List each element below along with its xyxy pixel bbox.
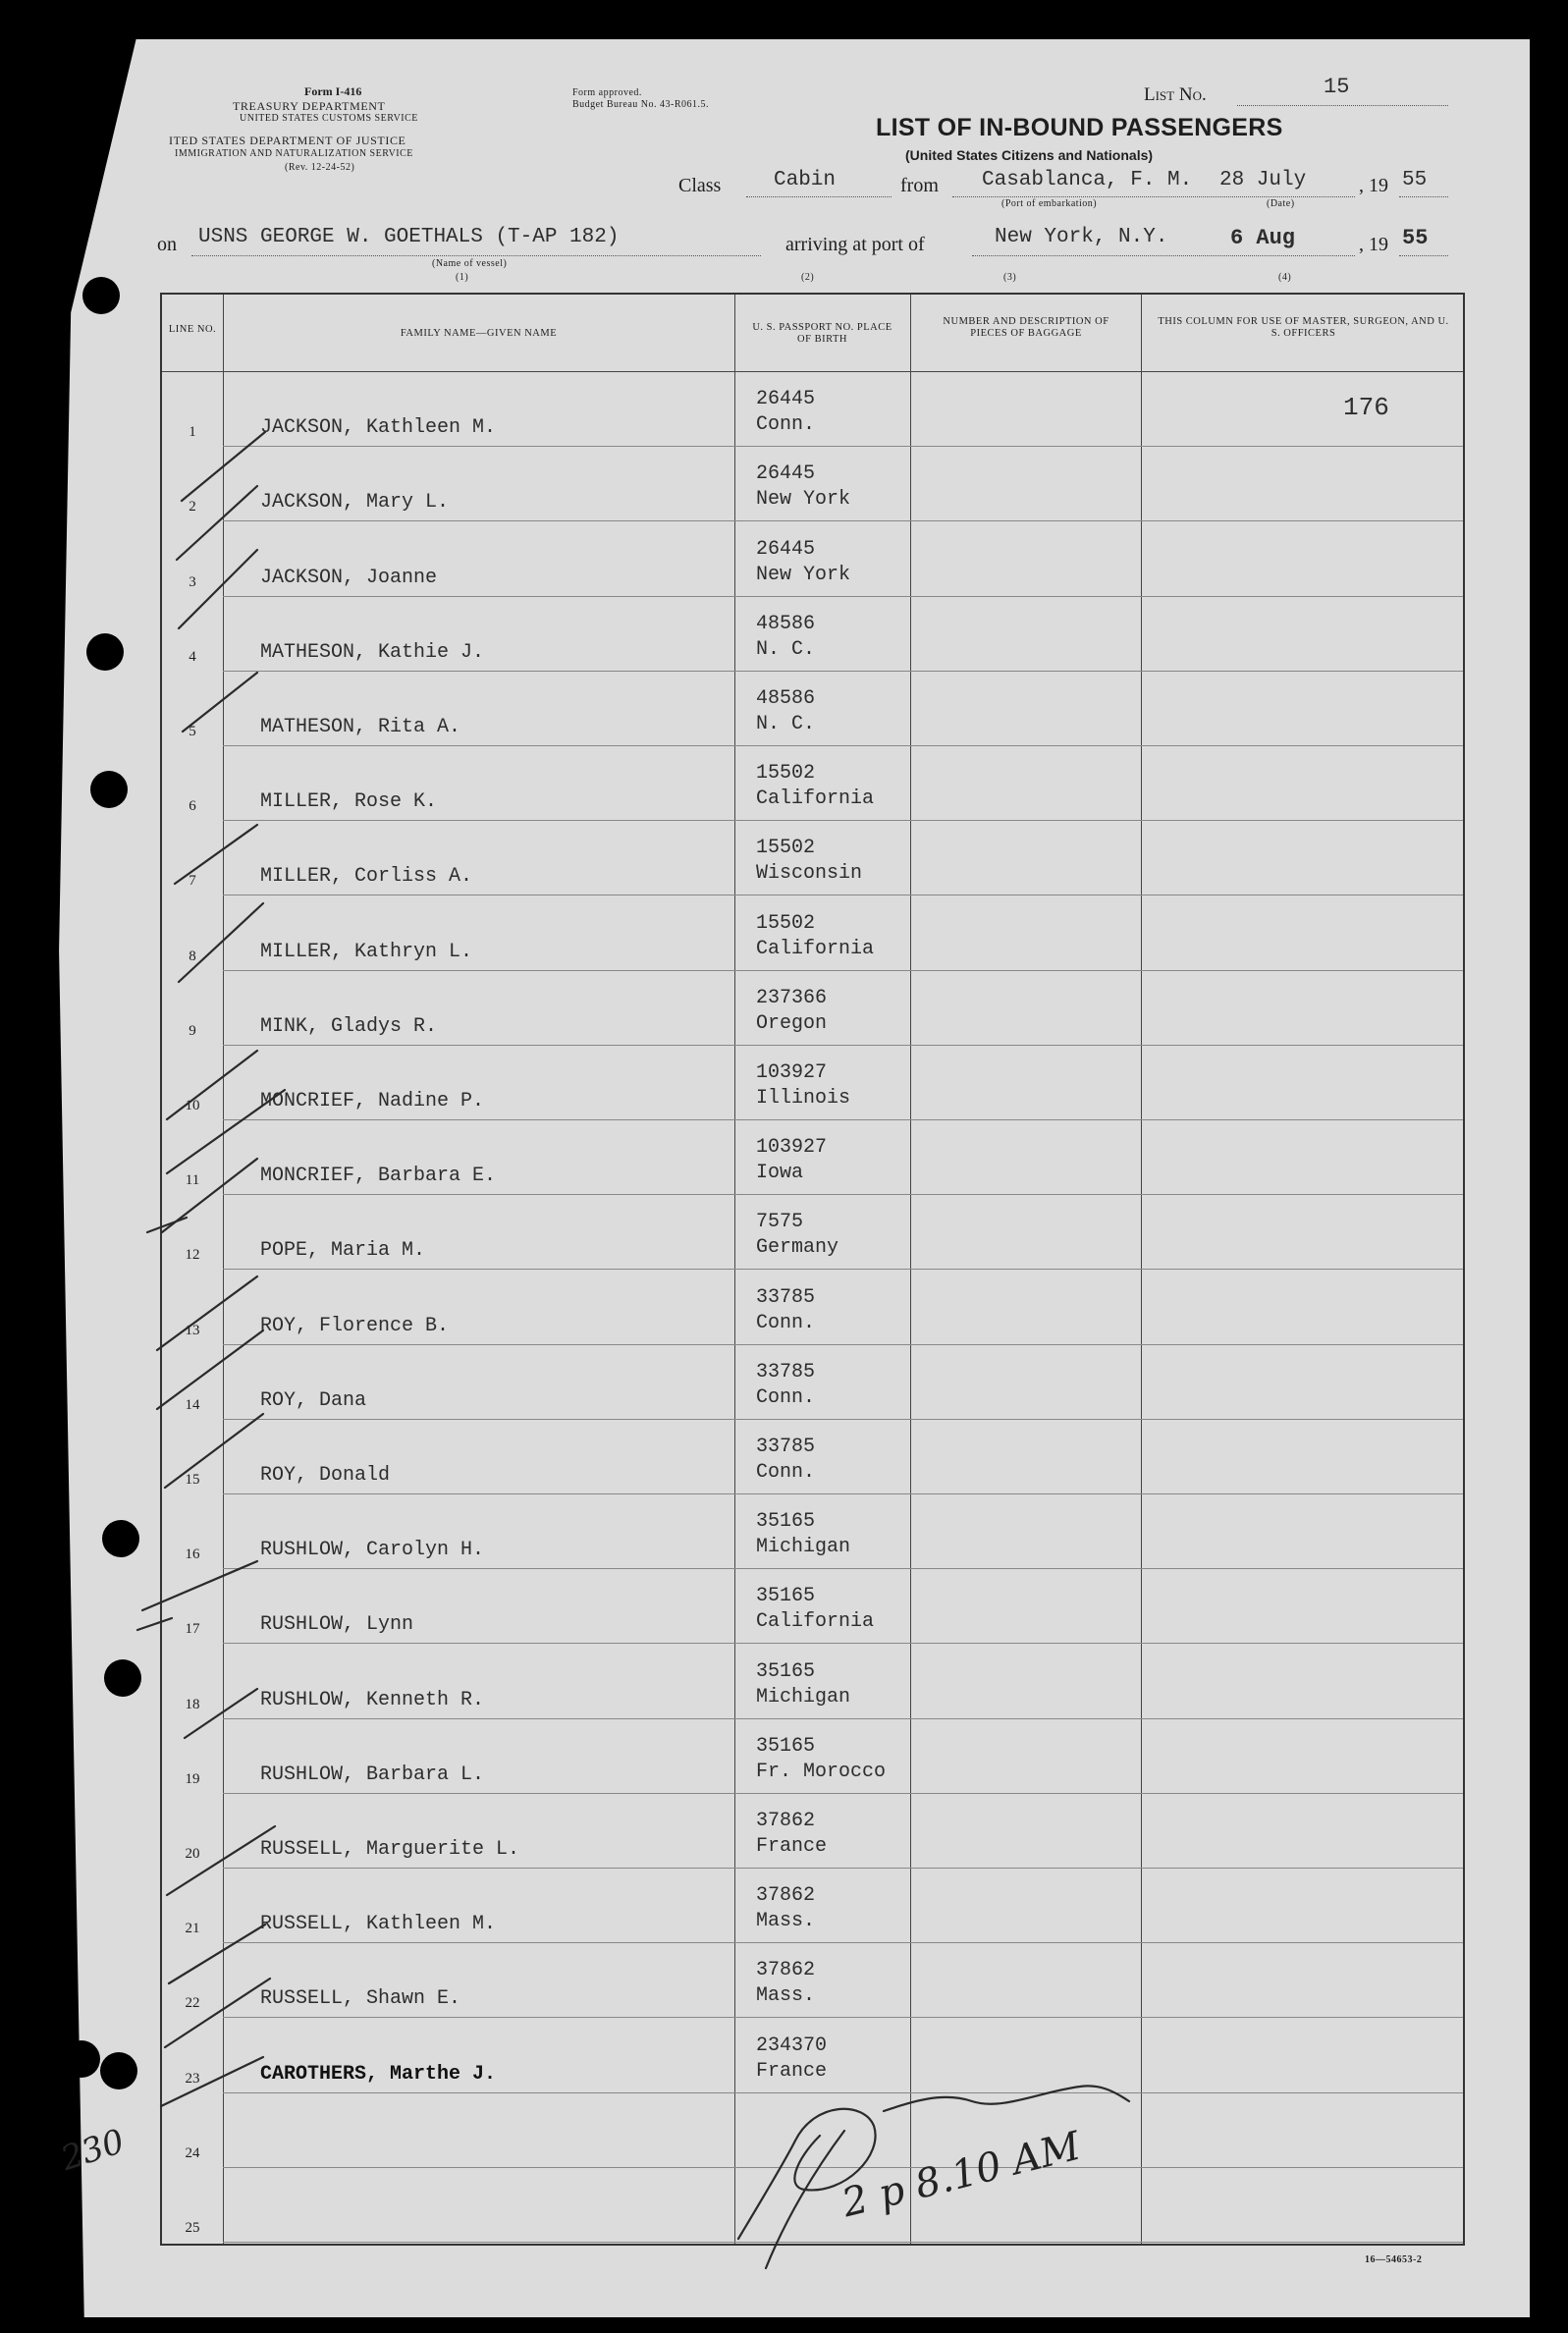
passport-number: 35165 bbox=[756, 1734, 816, 1758]
row-divider bbox=[223, 520, 1463, 521]
header-officers: THIS COLUMN FOR USE OF MASTER, SURGEON, AND U. S. OFFICERS bbox=[1158, 316, 1449, 339]
row-divider bbox=[223, 1718, 1463, 1719]
passenger-name: MONCRIEF, Nadine P. bbox=[260, 1090, 485, 1112]
passport-cell bbox=[756, 1883, 815, 1934]
place-of-birth: Conn. bbox=[756, 1311, 816, 1334]
row-divider bbox=[223, 446, 1463, 447]
document-subtitle: (United States Citizens and Nationals) bbox=[905, 147, 1154, 163]
place-of-birth: France bbox=[756, 2059, 828, 2083]
row-divider bbox=[223, 1344, 1463, 1345]
line-number: 8 bbox=[189, 948, 196, 964]
place-of-birth: France bbox=[756, 1835, 828, 1858]
passport-number: 48586 bbox=[756, 687, 816, 710]
passenger-name: MATHESON, Kathie J. bbox=[260, 640, 485, 664]
passport-number: 35165 bbox=[756, 1659, 816, 1683]
immigration-service: IMMIGRATION AND NATURALIZATION SERVICE bbox=[175, 148, 413, 159]
passenger-name: ROY, Dana bbox=[260, 1388, 367, 1412]
place-of-birth: N. C. bbox=[756, 713, 816, 735]
row-divider bbox=[223, 2167, 1463, 2168]
row-divider bbox=[223, 1942, 1463, 1943]
place-of-birth: New York bbox=[756, 563, 851, 586]
passenger-name: RUSSELL, Kathleen M. bbox=[260, 1913, 497, 1936]
row-divider bbox=[223, 1119, 1463, 1120]
column-ref-4: (4) bbox=[1278, 272, 1292, 283]
line-number: 15 bbox=[185, 1472, 200, 1488]
row-divider bbox=[223, 1643, 1463, 1644]
passenger-name: MONCRIEF, Barbara E. bbox=[260, 1165, 497, 1188]
passport-cell bbox=[756, 461, 850, 513]
line-number: 9 bbox=[189, 1022, 196, 1039]
arrival-date: 6 Aug bbox=[1230, 226, 1296, 250]
passport-number: 15502 bbox=[756, 837, 816, 860]
row-divider bbox=[223, 745, 1463, 746]
place-of-birth: Conn. bbox=[756, 1461, 816, 1484]
punch-hole bbox=[102, 1520, 139, 1557]
passenger-name: MINK, Gladys R. bbox=[260, 1014, 438, 1038]
row-divider bbox=[223, 1868, 1463, 1869]
passenger-name: MILLER, Rose K. bbox=[260, 790, 438, 814]
passenger-name: RUSHLOW, Lynn bbox=[260, 1613, 414, 1637]
treasury-department: TREASURY DEPARTMENT bbox=[233, 99, 386, 113]
arrival-year: 55 bbox=[1402, 226, 1429, 250]
passport-cell bbox=[756, 761, 874, 812]
embark-year-prefix: , 19 bbox=[1359, 175, 1388, 196]
passport-cell bbox=[756, 911, 874, 962]
date-caption: (Date) bbox=[1267, 198, 1295, 209]
passport-cell bbox=[756, 1210, 838, 1261]
line-number: 18 bbox=[185, 1696, 200, 1712]
passport-number: 37862 bbox=[756, 1810, 816, 1832]
row-divider bbox=[223, 1568, 1463, 1569]
column-ref-1: (1) bbox=[456, 272, 469, 283]
class-value: Cabin bbox=[774, 169, 837, 191]
passport-cell bbox=[756, 1135, 827, 1186]
line-number: 22 bbox=[185, 1995, 200, 2012]
passport-number: 33785 bbox=[756, 1436, 816, 1458]
place-of-birth: Conn. bbox=[756, 413, 816, 437]
line-number: 1 bbox=[189, 424, 196, 441]
header-name: FAMILY NAME—GIVEN NAME bbox=[400, 328, 558, 339]
row-divider bbox=[223, 2242, 1463, 2243]
passport-cell bbox=[756, 1060, 850, 1112]
customs-service: UNITED STATES CUSTOMS SERVICE bbox=[240, 113, 418, 124]
line-number: 20 bbox=[185, 1846, 200, 1862]
line-number: 23 bbox=[185, 2070, 200, 2087]
place-of-birth: California bbox=[756, 1610, 875, 1634]
place-of-birth: Fr. Morocco bbox=[756, 1760, 887, 1783]
place-of-birth: Wisconsin bbox=[756, 862, 863, 886]
passport-cell bbox=[756, 1958, 815, 2009]
place-of-birth: California bbox=[756, 937, 875, 960]
punch-hole bbox=[90, 771, 128, 808]
passport-cell bbox=[756, 387, 815, 438]
officer-note: 176 bbox=[1343, 393, 1389, 422]
passport-cell bbox=[756, 612, 815, 663]
punch-hole bbox=[104, 1659, 141, 1697]
passport-cell bbox=[756, 1285, 815, 1336]
passenger-name: MILLER, Corliss A. bbox=[260, 865, 473, 889]
footer-code: 16—54653-2 bbox=[1365, 2254, 1423, 2265]
passenger-name: RUSHLOW, Kenneth R. bbox=[260, 1688, 485, 1711]
passport-number: 15502 bbox=[756, 762, 816, 786]
line-number: 6 bbox=[189, 798, 196, 815]
on-label: on bbox=[157, 234, 177, 255]
embark-port: Casablanca, F. M. bbox=[982, 169, 1193, 191]
line-number: 25 bbox=[185, 2220, 200, 2236]
passenger-name: CAROTHERS, Marthe J. bbox=[260, 2062, 497, 2086]
from-label: from bbox=[900, 175, 939, 196]
place-of-birth: Germany bbox=[756, 1236, 839, 1260]
passport-cell bbox=[756, 1509, 850, 1560]
passenger-name: JACKSON, Joanne bbox=[260, 566, 438, 589]
form-number: Form I-416 bbox=[304, 84, 362, 98]
passport-number: 26445 bbox=[756, 537, 816, 561]
passport-cell bbox=[756, 986, 827, 1037]
passenger-name: POPE, Maria M. bbox=[260, 1239, 426, 1263]
header-line-no: LINE NO. bbox=[168, 324, 217, 335]
justice-department: ITED STATES DEPARTMENT OF JUSTICE bbox=[169, 134, 406, 147]
class-label: Class bbox=[678, 175, 722, 196]
place-of-birth: Iowa bbox=[756, 1162, 804, 1185]
row-divider bbox=[223, 2017, 1463, 2018]
passenger-table bbox=[160, 293, 1465, 2246]
row-divider bbox=[223, 1793, 1463, 1794]
line-number: 14 bbox=[185, 1396, 200, 1413]
line-number: 4 bbox=[189, 648, 196, 665]
signature-time-note: 2 p 8.10 AM bbox=[838, 2123, 1085, 2227]
passenger-name: RUSSELL, Shawn E. bbox=[260, 1987, 461, 2011]
row-divider bbox=[223, 2092, 1463, 2093]
passport-number: 37862 bbox=[756, 1884, 816, 1908]
passenger-name: RUSHLOW, Carolyn H. bbox=[260, 1539, 485, 1562]
place-of-birth: New York bbox=[756, 488, 851, 512]
passport-cell bbox=[756, 2034, 827, 2085]
row-divider bbox=[223, 1269, 1463, 1270]
passenger-name: RUSHLOW, Barbara L. bbox=[260, 1763, 485, 1786]
place-of-birth: Conn. bbox=[756, 1385, 816, 1409]
passport-number: 35165 bbox=[756, 1510, 816, 1534]
embark-year: 55 bbox=[1402, 169, 1428, 191]
line-number: 2 bbox=[189, 499, 196, 515]
list-no-label: List No. bbox=[1144, 84, 1207, 105]
column-ref-2: (2) bbox=[801, 272, 815, 283]
passport-cell bbox=[756, 1734, 886, 1785]
arriving-label: arriving at port of bbox=[785, 234, 925, 255]
row-divider bbox=[223, 820, 1463, 821]
passport-number: 48586 bbox=[756, 612, 816, 635]
passport-cell bbox=[756, 1584, 874, 1635]
column-ref-3: (3) bbox=[1003, 272, 1017, 283]
list-no-value: 15 bbox=[1324, 75, 1350, 99]
place-of-birth: Michigan bbox=[756, 1685, 851, 1709]
passenger-name: ROY, Donald bbox=[260, 1464, 391, 1487]
passport-number: 33785 bbox=[756, 1360, 816, 1384]
place-of-birth: Michigan bbox=[756, 1536, 851, 1559]
passport-number: 37862 bbox=[756, 1959, 816, 1982]
row-divider bbox=[223, 671, 1463, 672]
passport-number: 33785 bbox=[756, 1285, 816, 1309]
row-divider bbox=[223, 1419, 1463, 1420]
line-number: 16 bbox=[185, 1546, 200, 1563]
margin-handwritten-note: 230 bbox=[56, 2121, 130, 2180]
line-number: 10 bbox=[185, 1098, 200, 1113]
place-of-birth: Mass. bbox=[756, 1984, 816, 2008]
passport-number: 15502 bbox=[756, 911, 816, 935]
place-of-birth: Illinois bbox=[756, 1087, 851, 1110]
line-number: 12 bbox=[185, 1247, 200, 1264]
passport-number: 26445 bbox=[756, 462, 816, 486]
row-divider bbox=[223, 970, 1463, 971]
passport-number: 234370 bbox=[756, 2034, 828, 2057]
line-number: 13 bbox=[185, 1322, 200, 1338]
line-number: 5 bbox=[189, 724, 196, 739]
passenger-name: MATHESON, Rita A. bbox=[260, 716, 461, 738]
line-number: 17 bbox=[185, 1621, 200, 1638]
row-divider bbox=[223, 596, 1463, 597]
passenger-name: JACKSON, Kathleen M. bbox=[260, 416, 497, 440]
passport-number: 35165 bbox=[756, 1585, 816, 1608]
row-divider bbox=[223, 1493, 1463, 1494]
arrival-port: New York, N.Y. bbox=[995, 226, 1168, 248]
passport-cell bbox=[756, 1659, 850, 1710]
place-of-birth: N. C. bbox=[756, 637, 816, 661]
punch-hole bbox=[100, 2052, 137, 2089]
passport-number: 237366 bbox=[756, 986, 828, 1009]
passport-cell bbox=[756, 1809, 827, 1860]
line-number: 21 bbox=[185, 1921, 200, 1937]
vessel-name: USNS GEORGE W. GOETHALS (T-AP 182) bbox=[198, 226, 620, 248]
line-number: 19 bbox=[185, 1770, 200, 1787]
passenger-name: JACKSON, Mary L. bbox=[260, 491, 450, 515]
passenger-name: ROY, Florence B. bbox=[260, 1314, 450, 1337]
punch-hole bbox=[86, 633, 124, 671]
vessel-caption: (Name of vessel) bbox=[432, 258, 508, 269]
header-baggage: NUMBER AND DESCRIPTION OF PIECES OF BAGGAGE bbox=[943, 316, 1109, 339]
line-number: 24 bbox=[185, 2144, 200, 2161]
place-of-birth: Oregon bbox=[756, 1011, 828, 1035]
embark-date: 28 July bbox=[1219, 169, 1307, 191]
document-title: LIST OF IN-BOUND PASSENGERS bbox=[876, 114, 1283, 141]
passport-number: 7575 bbox=[756, 1211, 804, 1234]
row-divider bbox=[223, 1045, 1463, 1046]
passport-cell bbox=[756, 686, 815, 737]
place-of-birth: Mass. bbox=[756, 1910, 816, 1933]
header-passport: U. S. PASSPORT NO. PLACE OF BIRTH bbox=[752, 322, 892, 345]
port-embarkation-caption: (Port of embarkation) bbox=[1001, 198, 1098, 209]
place-of-birth: California bbox=[756, 787, 875, 811]
form-approved: Form approved. bbox=[572, 87, 642, 98]
form-revision: (Rev. 12-24-52) bbox=[285, 162, 355, 173]
punch-hole bbox=[63, 2040, 100, 2078]
passport-cell bbox=[756, 1360, 815, 1411]
line-number: 11 bbox=[185, 1172, 200, 1189]
budget-bureau: Budget Bureau No. 43-R061.5. bbox=[572, 99, 709, 110]
line-number: 3 bbox=[189, 573, 196, 590]
row-divider bbox=[223, 1194, 1463, 1195]
line-number: 7 bbox=[189, 873, 196, 890]
passport-number: 103927 bbox=[756, 1061, 828, 1084]
passport-number: 103927 bbox=[756, 1136, 828, 1160]
passenger-name: RUSSELL, Marguerite L. bbox=[260, 1838, 520, 1861]
passport-cell bbox=[756, 836, 862, 887]
passport-cell bbox=[756, 537, 850, 588]
arrival-year-prefix: , 19 bbox=[1359, 234, 1388, 255]
passport-cell bbox=[756, 1435, 815, 1486]
passport-number: 26445 bbox=[756, 388, 816, 411]
passenger-name: MILLER, Kathryn L. bbox=[260, 940, 473, 963]
punch-hole bbox=[82, 277, 120, 314]
